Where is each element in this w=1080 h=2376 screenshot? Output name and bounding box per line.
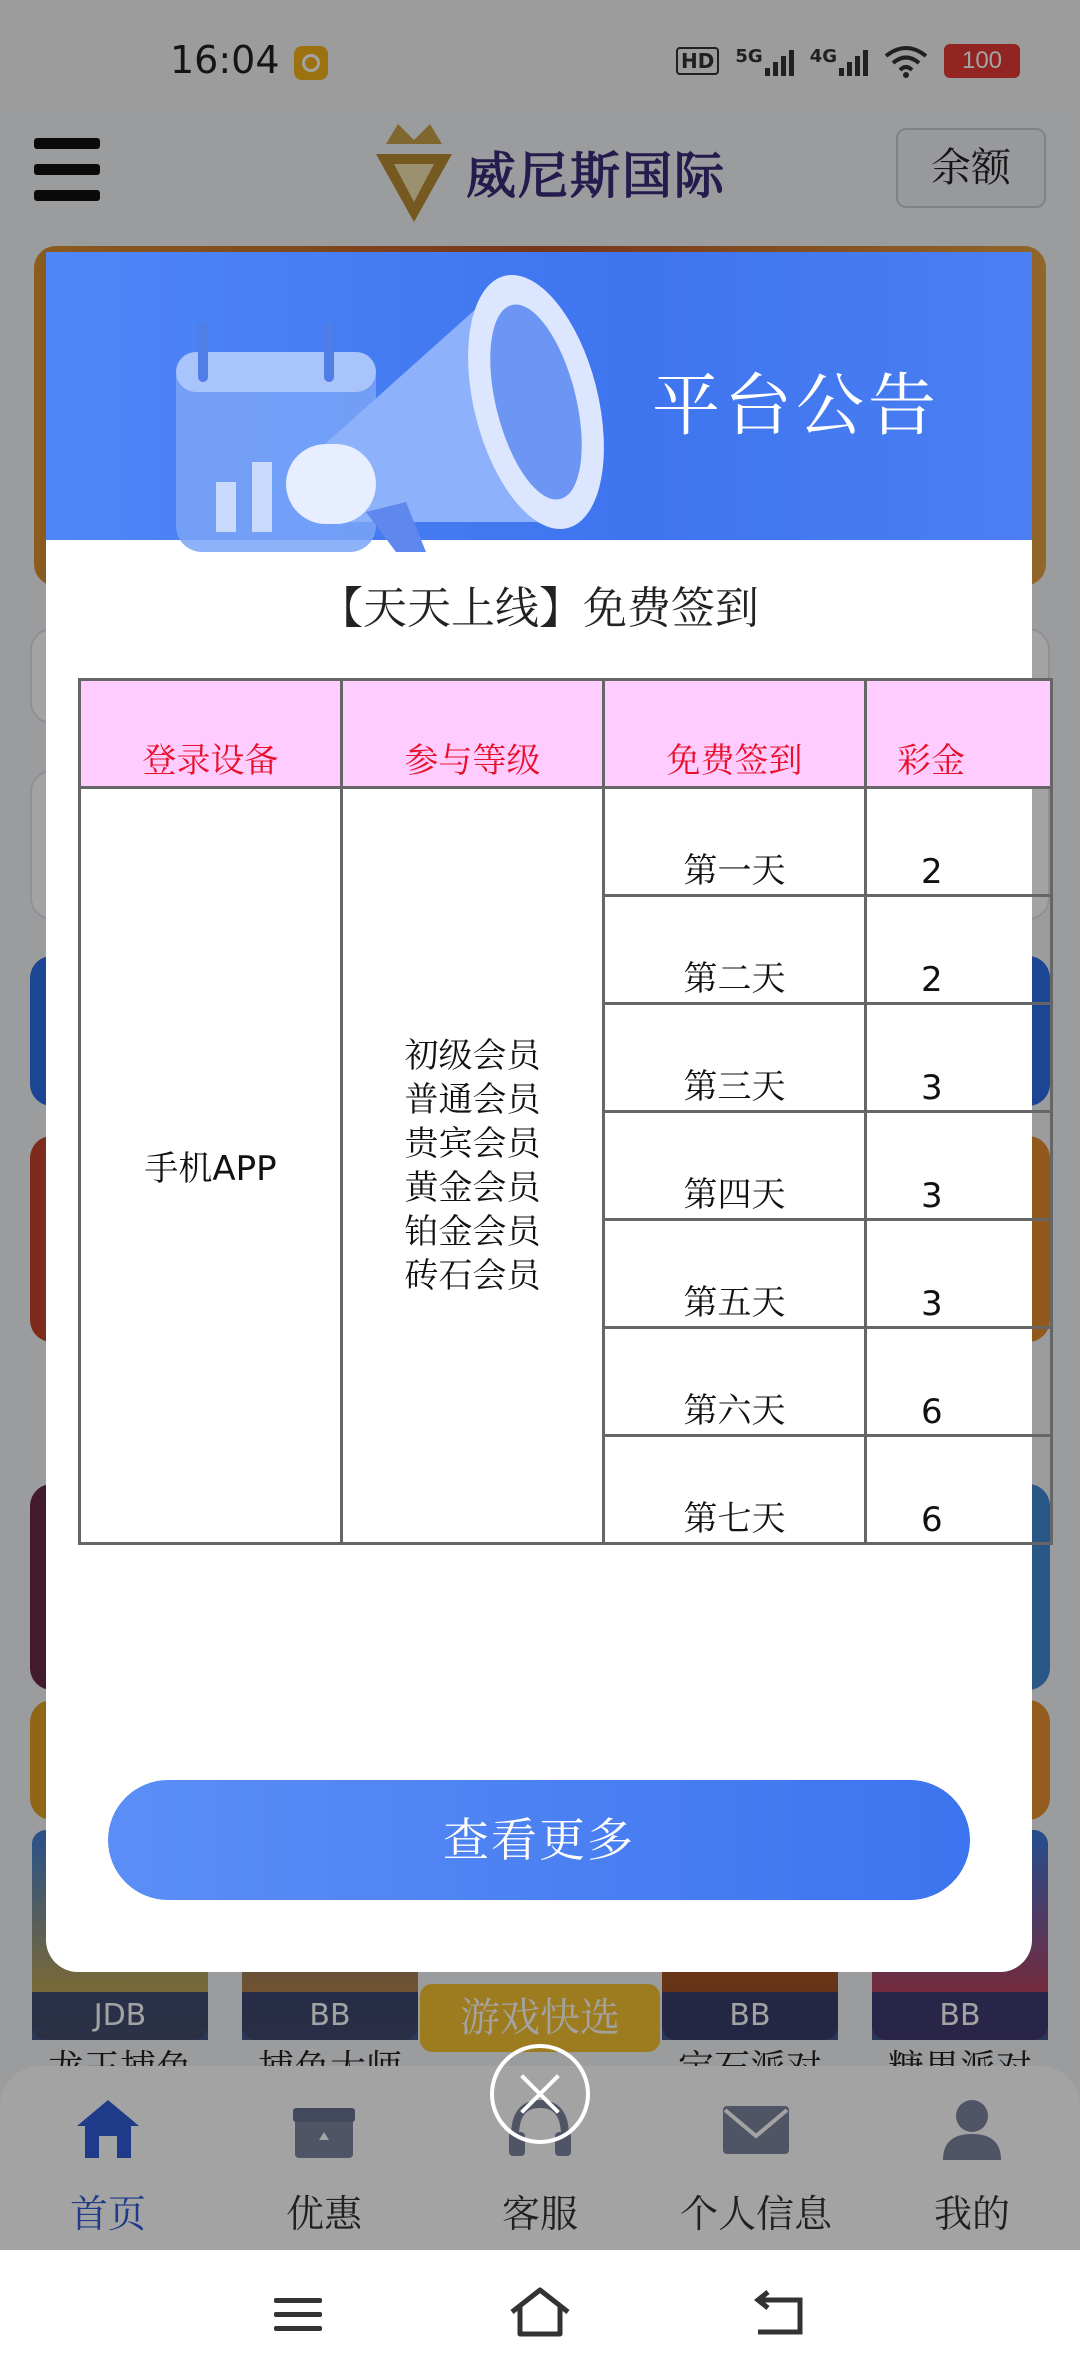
bonus-cell: 3 (866, 1112, 1052, 1220)
bonus-cell: 6 (866, 1436, 1052, 1544)
announcement-modal (46, 252, 1032, 1972)
game-provider: BB (662, 1992, 838, 2040)
balance-button[interactable]: 余额 (896, 128, 1046, 208)
day-cell: 第三天 (604, 1004, 866, 1112)
day-cell: 第六天 (604, 1328, 866, 1436)
level-item: 普通会员 (404, 1079, 541, 1120)
signin-table (78, 678, 1053, 1545)
back-icon[interactable] (752, 2290, 808, 2336)
battery-indicator: 100 (944, 44, 1020, 78)
table-header-row (80, 680, 1052, 788)
day-cell: 第二天 (604, 896, 866, 1004)
levels-cell (342, 788, 604, 1544)
game-provider: BB (242, 1992, 418, 2040)
bonus-cell: 2 (866, 896, 1052, 1004)
view-more-button[interactable]: 查看更多 (108, 1780, 970, 1900)
status-time: 16:04 (170, 38, 280, 82)
level-list (343, 1034, 602, 1298)
system-navigation-bar (0, 2250, 1080, 2376)
day-cell: 第四天 (604, 1112, 866, 1220)
notice-heading: 【天天上线】免费签到 (319, 583, 759, 634)
table-row (80, 788, 1052, 896)
nav-label: 客服 (501, 2192, 578, 2236)
level-item: 贵宾会员 (404, 1123, 541, 1164)
day-cell: 第七天 (604, 1436, 866, 1544)
day-cell: 第五天 (604, 1220, 866, 1328)
level-item: 黄金会员 (404, 1167, 541, 1208)
table-header-cell: 参与等级 (342, 680, 604, 788)
recent-apps-icon[interactable] (272, 2294, 324, 2334)
signal-5g-icon: 5G (735, 46, 793, 76)
signin-table-container[interactable] (78, 678, 1002, 1540)
megaphone-calendar-illustration (86, 192, 666, 542)
game-provider: JDB (32, 1992, 208, 2040)
nav-label: 首页 (69, 2192, 146, 2236)
table-header-cell: 彩金 (866, 680, 1052, 788)
hd-icon: HD (676, 47, 719, 75)
brand-name: 威尼斯国际 (466, 146, 726, 205)
table-header-cell: 免费签到 (604, 680, 866, 788)
nav-label: 我的 (933, 2192, 1010, 2236)
device-cell: 手机APP (80, 788, 342, 1544)
modal-banner (46, 252, 1032, 540)
signal-4g-icon: 4G (810, 46, 868, 76)
nav-label: 优惠 (285, 2192, 362, 2236)
nav-label: 个人信息 (679, 2192, 832, 2236)
modal-title: 平台公告 (652, 367, 941, 446)
level-item: 初级会员 (404, 1035, 541, 1076)
home-nav-icon[interactable] (508, 2286, 572, 2338)
bonus-cell: 6 (866, 1328, 1052, 1436)
close-icon[interactable] (490, 2044, 590, 2144)
quick-games-button[interactable]: 游戏快选 (420, 1984, 660, 2052)
bonus-cell: 3 (866, 1004, 1052, 1112)
bonus-cell: 2 (866, 788, 1052, 896)
level-item: 砖石会员 (404, 1255, 541, 1296)
bonus-cell: 3 (866, 1220, 1052, 1328)
day-cell: 第一天 (604, 788, 866, 896)
game-provider: BB (872, 1992, 1048, 2040)
table-header-cell: 登录设备 (80, 680, 342, 788)
level-item: 铂金会员 (404, 1211, 541, 1252)
